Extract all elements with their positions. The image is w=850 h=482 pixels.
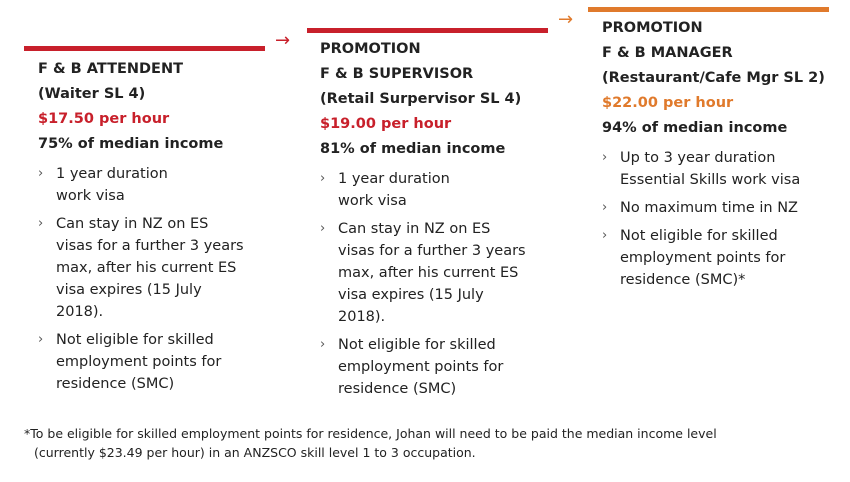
list-item: › 1 year duration work visa [320, 168, 550, 212]
bullet-list [602, 147, 837, 291]
column-subtitle: (Waiter SL 4) [38, 86, 146, 102]
median-income: 81% of median income [320, 141, 506, 157]
arrow-right-icon: → [275, 30, 291, 51]
bullet-chevron-icon: › [602, 228, 608, 243]
median-income: 75% of median income [38, 136, 224, 152]
hourly-rate: $22.00 per hour [602, 95, 734, 111]
list-item: › Not eligible for skilled employment points for residence (SMC)* [602, 225, 837, 291]
list-item: › 1 year duration work visa [38, 163, 253, 207]
footnote-line: *To be eligible for skilled employment points for residence, Johan will need to be paid the median income level [24, 426, 717, 441]
column-supervisor [320, 37, 550, 406]
column-1-top-bar [24, 46, 265, 51]
hourly-rate: $17.50 per hour [38, 111, 170, 127]
column-manager [602, 16, 837, 297]
column-subtitle: (Restaurant/Cafe Mgr SL 2) [602, 70, 825, 86]
column-3-top-bar [588, 7, 829, 12]
bullet-chevron-icon: › [38, 166, 44, 181]
list-item: › Can stay in NZ on ES visas for a further 3 years max, after his current ES visa expires (15 July 2018). [38, 213, 253, 323]
arrow-right-icon: → [558, 9, 574, 30]
bullet-chevron-icon: › [320, 337, 326, 352]
column-role: F & B SUPERVISOR [320, 66, 474, 82]
median-income: 94% of median income [602, 120, 788, 136]
column-role: F & B MANAGER [602, 45, 733, 61]
column-2-top-bar [307, 28, 548, 33]
hourly-rate: $19.00 per hour [320, 116, 452, 132]
footnote [24, 424, 824, 462]
bullet-list [320, 168, 550, 400]
column-title: PROMOTION [602, 20, 703, 36]
column-title: PROMOTION [320, 41, 421, 57]
bullet-chevron-icon: › [602, 200, 608, 215]
column-subtitle: (Retail Surpervisor SL 4) [320, 91, 522, 107]
bullet-list [38, 163, 253, 395]
list-item: › Up to 3 year duration Essential Skills work visa [602, 147, 837, 191]
bullet-chevron-icon: › [320, 171, 326, 186]
bullet-chevron-icon: › [602, 150, 608, 165]
list-item: › Not eligible for skilled employment points for residence (SMC) [320, 334, 550, 400]
footnote-line: (currently $23.49 per hour) in an ANZSCO skill level 1 to 3 occupation. [34, 445, 476, 460]
list-item: › No maximum time in NZ [602, 197, 837, 219]
bullet-chevron-icon: › [38, 216, 44, 231]
column-waiter [38, 57, 253, 401]
list-item: › Can stay in NZ on ES visas for a further 3 years max, after his current ES visa expires (15 July 2018). [320, 218, 550, 328]
bullet-chevron-icon: › [38, 332, 44, 347]
bullet-chevron-icon: › [320, 221, 326, 236]
list-item: › Not eligible for skilled employment points for residence (SMC) [38, 329, 253, 395]
column-title: F & B ATTENDENT [38, 61, 183, 77]
